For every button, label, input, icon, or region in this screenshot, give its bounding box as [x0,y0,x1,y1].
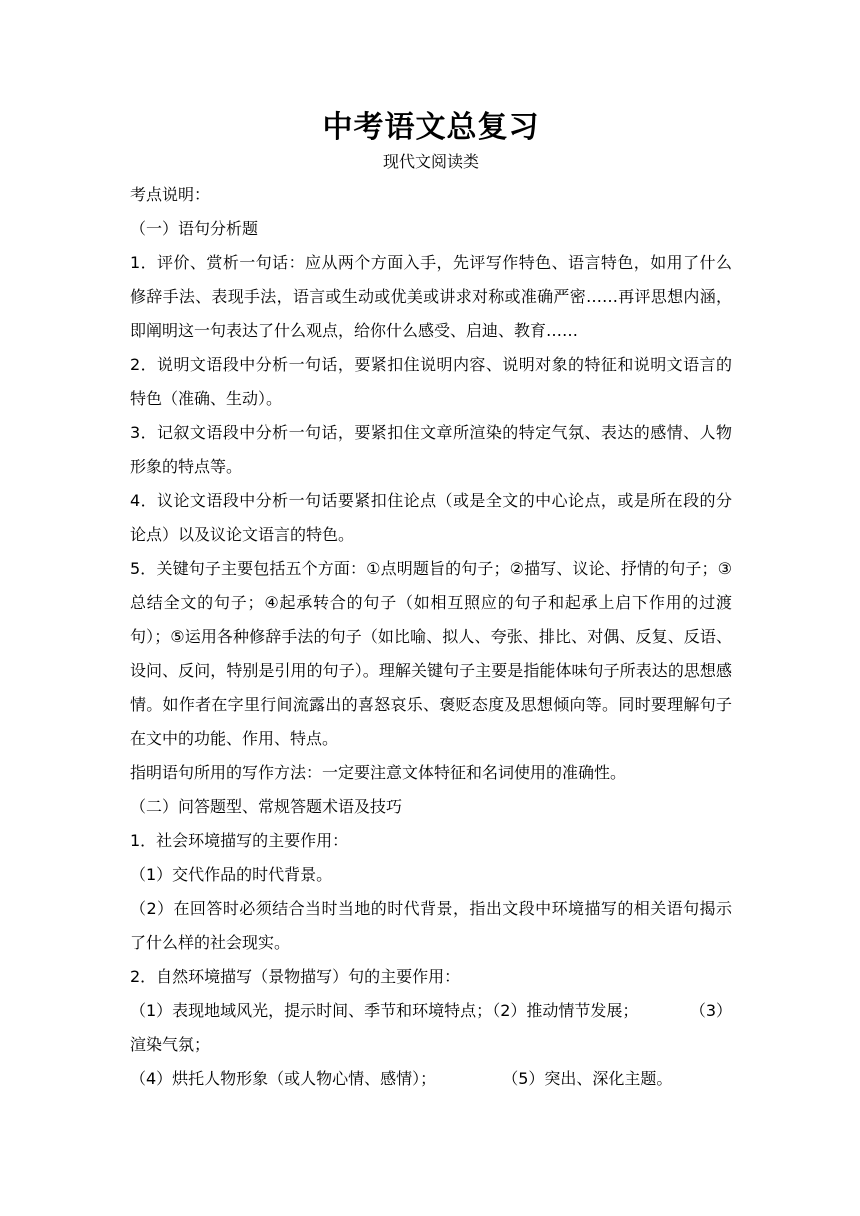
document-page [130,108,732,1096]
paragraph-4: 4．议论文语段中分析一句话要紧扣住论点（或是全文的中心论点，或是所在段的分论点）以及议论文语言的特色。 [130,491,732,544]
q2-items-row [130,994,732,1028]
paragraph-6: 指明语句所用的写作方法：一定要注意文体特征和名词使用的准确性。 [130,763,627,782]
paragraph-1: 1．评价、赏析一句话：应从两个方面入手，先评写作特色、语言特色，如用了什么修辞手法、表现手法，语言或生动或优美或讲求对称或准确严密……再评思想内涵，即阐明这一句表达了什么观点，给你什么感受、启迪、教育…… [130,253,732,340]
q2-items-row-2 [130,1062,732,1096]
q2-item-b: （2）推动情节发展； [492,1001,639,1020]
q1-item-a: （1）交代作品的时代背景。 [130,865,333,884]
document-subtitle: 现代文阅读类 [382,152,479,171]
q2-item-c-number: （3） [689,1001,732,1020]
q1-heading: 1．社会环境描写的主要作用： [130,831,349,850]
q2-item-d: （4）烘托人物形象（或人物心情、感情）； [130,1069,437,1088]
intro-label: 考点说明： [130,185,211,204]
q2-item-e: （5）突出、深化主题。 [502,1069,673,1088]
section2-heading: （二）问答题型、常规答题术语及技巧 [130,797,403,816]
paragraph-3: 3．记叙文语段中分析一句话，要紧扣住文章所渲染的特定气氛、表达的感情、人物形象的特点等。 [130,423,732,476]
paragraph-5: 5．关键句子主要包括五个方面：①点明题旨的句子；②描写、议论、抒情的句子；③总结全文的句子；④起承转合的句子（如相互照应的句子和起承上启下作用的过渡句）；⑤运用各种修辞手法的句子（如比喻、拟人、夸张、排比、对偶、反复、反语、设问、反问，特别是引用的句子）。理解关键句子主要是指能体味句子所表达的思想感情。如作者在字里行间流露出的喜怒哀乐、褒贬态度及思想倾向等。同时要理解句子在文中的功能、作用、特点。 [130,559,732,748]
q2-item-a: （1）表现地域风光，提示时间、季节和环境特点；（2）推动情节发展； [130,1001,639,1020]
q1-item-b: （2）在回答时必须结合当时当地的时代背景，指出文段中环境描写的相关语句揭示了什么样的社会现实。 [130,899,732,952]
document-title: 中考语文总复习 [322,110,540,145]
section1-heading: （一）语句分析题 [130,219,259,238]
q2-item-c-text: 渲染气氛； [130,1035,211,1054]
q2-heading: 2．自然环境描写（景物描写）句的主要作用： [130,967,461,986]
paragraph-2: 2．说明文语段中分析一句话，要紧扣住说明内容、说明对象的特征和说明文语言的特色（准确、生动）。 [130,355,732,408]
